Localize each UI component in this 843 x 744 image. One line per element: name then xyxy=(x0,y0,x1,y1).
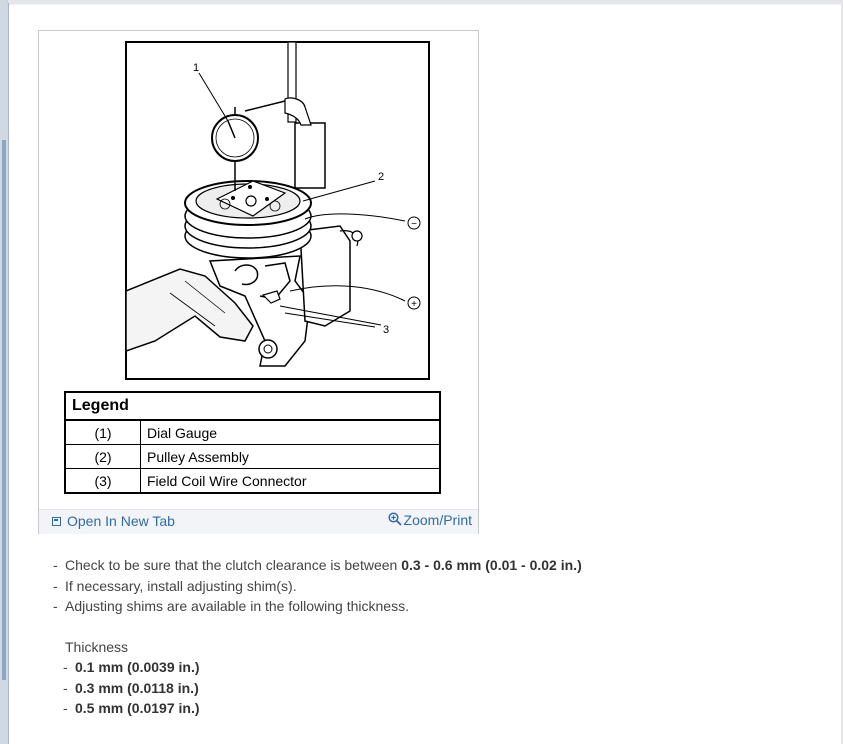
top-edge xyxy=(8,0,843,3)
thickness-heading: Thickness xyxy=(65,638,129,655)
zoom-in-icon xyxy=(388,512,402,526)
legend-row xyxy=(65,445,440,469)
bullet-dash: - xyxy=(53,598,58,614)
minus-terminal-label: − xyxy=(411,219,417,230)
plus-terminal-label: + xyxy=(411,299,417,310)
thickness-value: 0.3 mm (0.0118 in.) xyxy=(75,679,199,696)
callout-2: 2 xyxy=(378,171,385,183)
procedure-steps xyxy=(53,555,582,719)
legend-row xyxy=(65,420,440,445)
open-in-new-tab-link[interactable] xyxy=(52,513,175,529)
clutch-clearance-diagram xyxy=(125,41,430,380)
step-check-text: Check to be sure that the clutch clearance is between xyxy=(65,557,402,573)
thickness-value: 0.1 mm (0.0039 in.) xyxy=(75,659,200,675)
zoom-print-link[interactable] xyxy=(388,511,472,528)
bullet-dash: - xyxy=(63,700,68,716)
bullet-dash: - xyxy=(63,659,68,675)
open-in-new-tab-label: Open In New Tab xyxy=(67,513,175,529)
legend-table xyxy=(64,391,441,494)
legend-number: (2) xyxy=(65,445,141,469)
bullet-dash: - xyxy=(53,577,58,594)
thickness-value: 0.5 mm (0.0197 in.) xyxy=(75,700,200,716)
left-scroll-edge xyxy=(0,0,9,744)
left-accent-bar xyxy=(2,140,6,680)
legend-label: Field Coil Wire Connector xyxy=(141,469,441,494)
step-install-shims xyxy=(53,576,582,597)
legend-number: (1) xyxy=(65,420,141,445)
legend-row xyxy=(65,469,440,494)
step-available-text: Adjusting shims are available in the following thickness. xyxy=(65,598,409,614)
figure-card xyxy=(38,30,479,534)
step-install-text: If necessary, install adjusting shim(s). xyxy=(65,577,297,594)
thickness-item xyxy=(53,657,582,678)
legend-number: (3) xyxy=(65,469,141,494)
legend-title: Legend xyxy=(65,392,440,420)
legend-label: Pulley Assembly xyxy=(141,445,441,469)
bullet-dash: - xyxy=(53,557,58,573)
legend-label: Dial Gauge xyxy=(141,420,441,445)
clearance-value: 0.3 - 0.6 mm (0.01 - 0.02 in.) xyxy=(401,557,582,573)
step-check-clearance xyxy=(53,555,582,576)
callout-3: 3 xyxy=(383,324,390,336)
open-new-tab-icon xyxy=(52,517,61,526)
bullet-dash: - xyxy=(63,679,68,696)
step-shims-available xyxy=(53,596,582,617)
thickness-item xyxy=(53,698,582,719)
figure-footer xyxy=(39,509,478,534)
zoom-print-label: Zoom/Print xyxy=(403,512,472,528)
thickness-item xyxy=(53,678,582,699)
callout-1: 1 xyxy=(193,62,200,74)
